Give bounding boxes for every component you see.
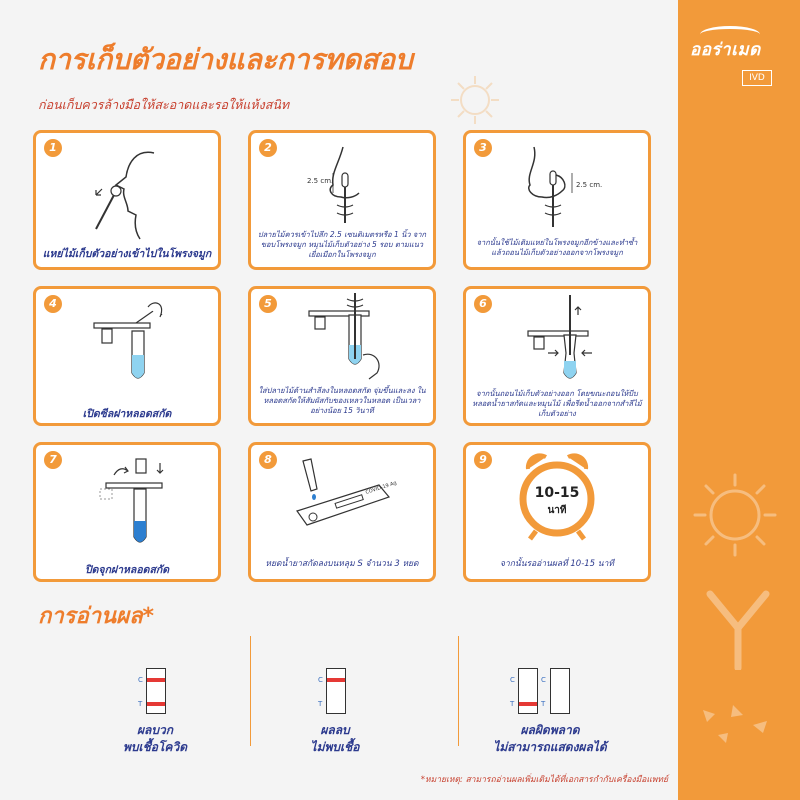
- step-card-7: [33, 442, 221, 582]
- test-line-label: T: [541, 700, 546, 708]
- device-label: COVID-19 Ag: [364, 480, 398, 496]
- test-line-label: T: [318, 700, 323, 708]
- nostril-depth-illustration: [251, 133, 433, 228]
- test-strip: [518, 668, 538, 714]
- divider: [250, 636, 251, 746]
- squeeze-tube-illustration: [466, 289, 648, 389]
- result-label: ผลบวก พบเชื้อโควิด: [123, 723, 187, 754]
- step-caption: จากนั้นถอนไม้เก็บตัวอย่างออก โดยขณะถอนให้บีบหลอดน้ำยาสกัดและหมุนไม้ เพื่อรีดน้ำออกจากสำลีไม้เก็บตัวอย่าง: [472, 389, 642, 418]
- open-tube-seal-illustration: [36, 289, 218, 399]
- test-line: [519, 702, 537, 706]
- test-line-label: T: [510, 700, 515, 708]
- sun-virus-icon: [690, 470, 780, 560]
- step-number: 6: [474, 295, 492, 313]
- step-card-9: [463, 442, 651, 582]
- other-nostril-illustration: [466, 133, 648, 233]
- step-number: 2: [259, 139, 277, 157]
- step-caption: ปลายไม้ควรเข้าไปลึก 2.5 เซนติเมตรหรือ 1 นิ้ว จากขอบโพรงจมูก หมุนไม้เก็บตัวอย่าง 5 รอบ ตามแนวเยื่อเมือกในโพรงจมูก: [257, 230, 427, 259]
- particles-icon: [693, 700, 783, 750]
- step-number: 1: [44, 139, 62, 157]
- step-card-8: [248, 442, 436, 582]
- nose-swab-illustration: [36, 133, 218, 243]
- step-card-6: [463, 286, 651, 426]
- control-line-label: C: [510, 676, 515, 684]
- test-line: [147, 702, 165, 706]
- control-line: [327, 678, 345, 682]
- step-caption: เปิดซีลฝาหลอดสกัด: [82, 408, 172, 420]
- drop-on-device-illustration: [251, 445, 433, 545]
- page-title: การเก็บตัวอย่างและการทดสอบ: [38, 43, 413, 76]
- step-caption: จากนั้นใช้ไม้เดิมแหย่ในโพรงจมูกอีกข้างและทำซ้ำ แล้วถอนไม้เก็บตัวอย่างออกจากโพรงจมูก: [476, 238, 638, 257]
- result-label: ผลผิดพลาด ไม่สามารถแสดงผลได้: [493, 723, 607, 754]
- page-subtitle: ก่อนเก็บควรล้างมือให้สะอาดและรอให้แห้งสนิท: [38, 97, 290, 112]
- timer-value: 10-15: [534, 485, 580, 501]
- virus-decor-icon: [440, 70, 510, 130]
- swab-in-tube-illustration: [251, 289, 433, 384]
- control-line-label: C: [318, 676, 323, 684]
- step-card-3: [463, 130, 651, 270]
- test-strip: [326, 668, 346, 714]
- step-caption: หยดน้ำยาสกัดลงบนหลุม S จำนวน 3 หยด: [265, 559, 419, 569]
- step-number: 4: [44, 295, 62, 313]
- close-cap-illustration: [36, 445, 218, 555]
- results-title: การอ่านผล*: [38, 604, 154, 629]
- depth-measure: 2.5 cm.: [576, 181, 603, 189]
- result-label: ผลลบ ไม่พบเชื้อ: [310, 723, 360, 754]
- step-caption: ปิดจุกฝาหลอดสกัด: [84, 564, 170, 576]
- step-caption: จากนั้นรออ่านผลที่ 10-15 นาที: [500, 559, 614, 569]
- step-card-2: [248, 130, 436, 270]
- ivd-badge: IVD: [742, 70, 772, 86]
- divider: [458, 636, 459, 746]
- depth-measure: 2.5 cm.: [307, 177, 334, 185]
- step-number: 7: [44, 451, 62, 469]
- footnote: *หมายเหตุ: สามารถอ่านผลเพิ่มเติมได้ที่เอกสารกำกับเครื่องมือแพทย์: [420, 775, 668, 785]
- control-line: [147, 678, 165, 682]
- control-line-label: C: [138, 676, 143, 684]
- step-number: 9: [474, 451, 492, 469]
- step-number: 5: [259, 295, 277, 313]
- step-number: 8: [259, 451, 277, 469]
- step-caption: แหย่ไม้เก็บตัวอย่างเข้าไปในโพรงจมูก: [42, 248, 212, 260]
- antibody-icon: [698, 580, 778, 670]
- test-strip: [550, 668, 570, 714]
- step-number: 3: [474, 139, 492, 157]
- step-card-5: [248, 286, 436, 426]
- brand-logo: ออร่าเมด: [690, 40, 761, 60]
- control-line-label: C: [541, 676, 546, 684]
- brand-sidebar: [678, 0, 800, 800]
- step-caption: ใส่ปลายไม้ด้านสำลีลงในหลอดสกัด จุ่มขึ้นและลง ในหลอดสกัดให้สัมผัสกับของเหลวในหลอด เป็นเวลาอย่างน้อย 15 วินาที: [258, 386, 426, 415]
- step-card-1: [33, 130, 221, 270]
- step-card-4: [33, 286, 221, 426]
- test-strip: [146, 668, 166, 714]
- test-line-label: T: [138, 700, 143, 708]
- timer-unit: นาที: [547, 505, 567, 516]
